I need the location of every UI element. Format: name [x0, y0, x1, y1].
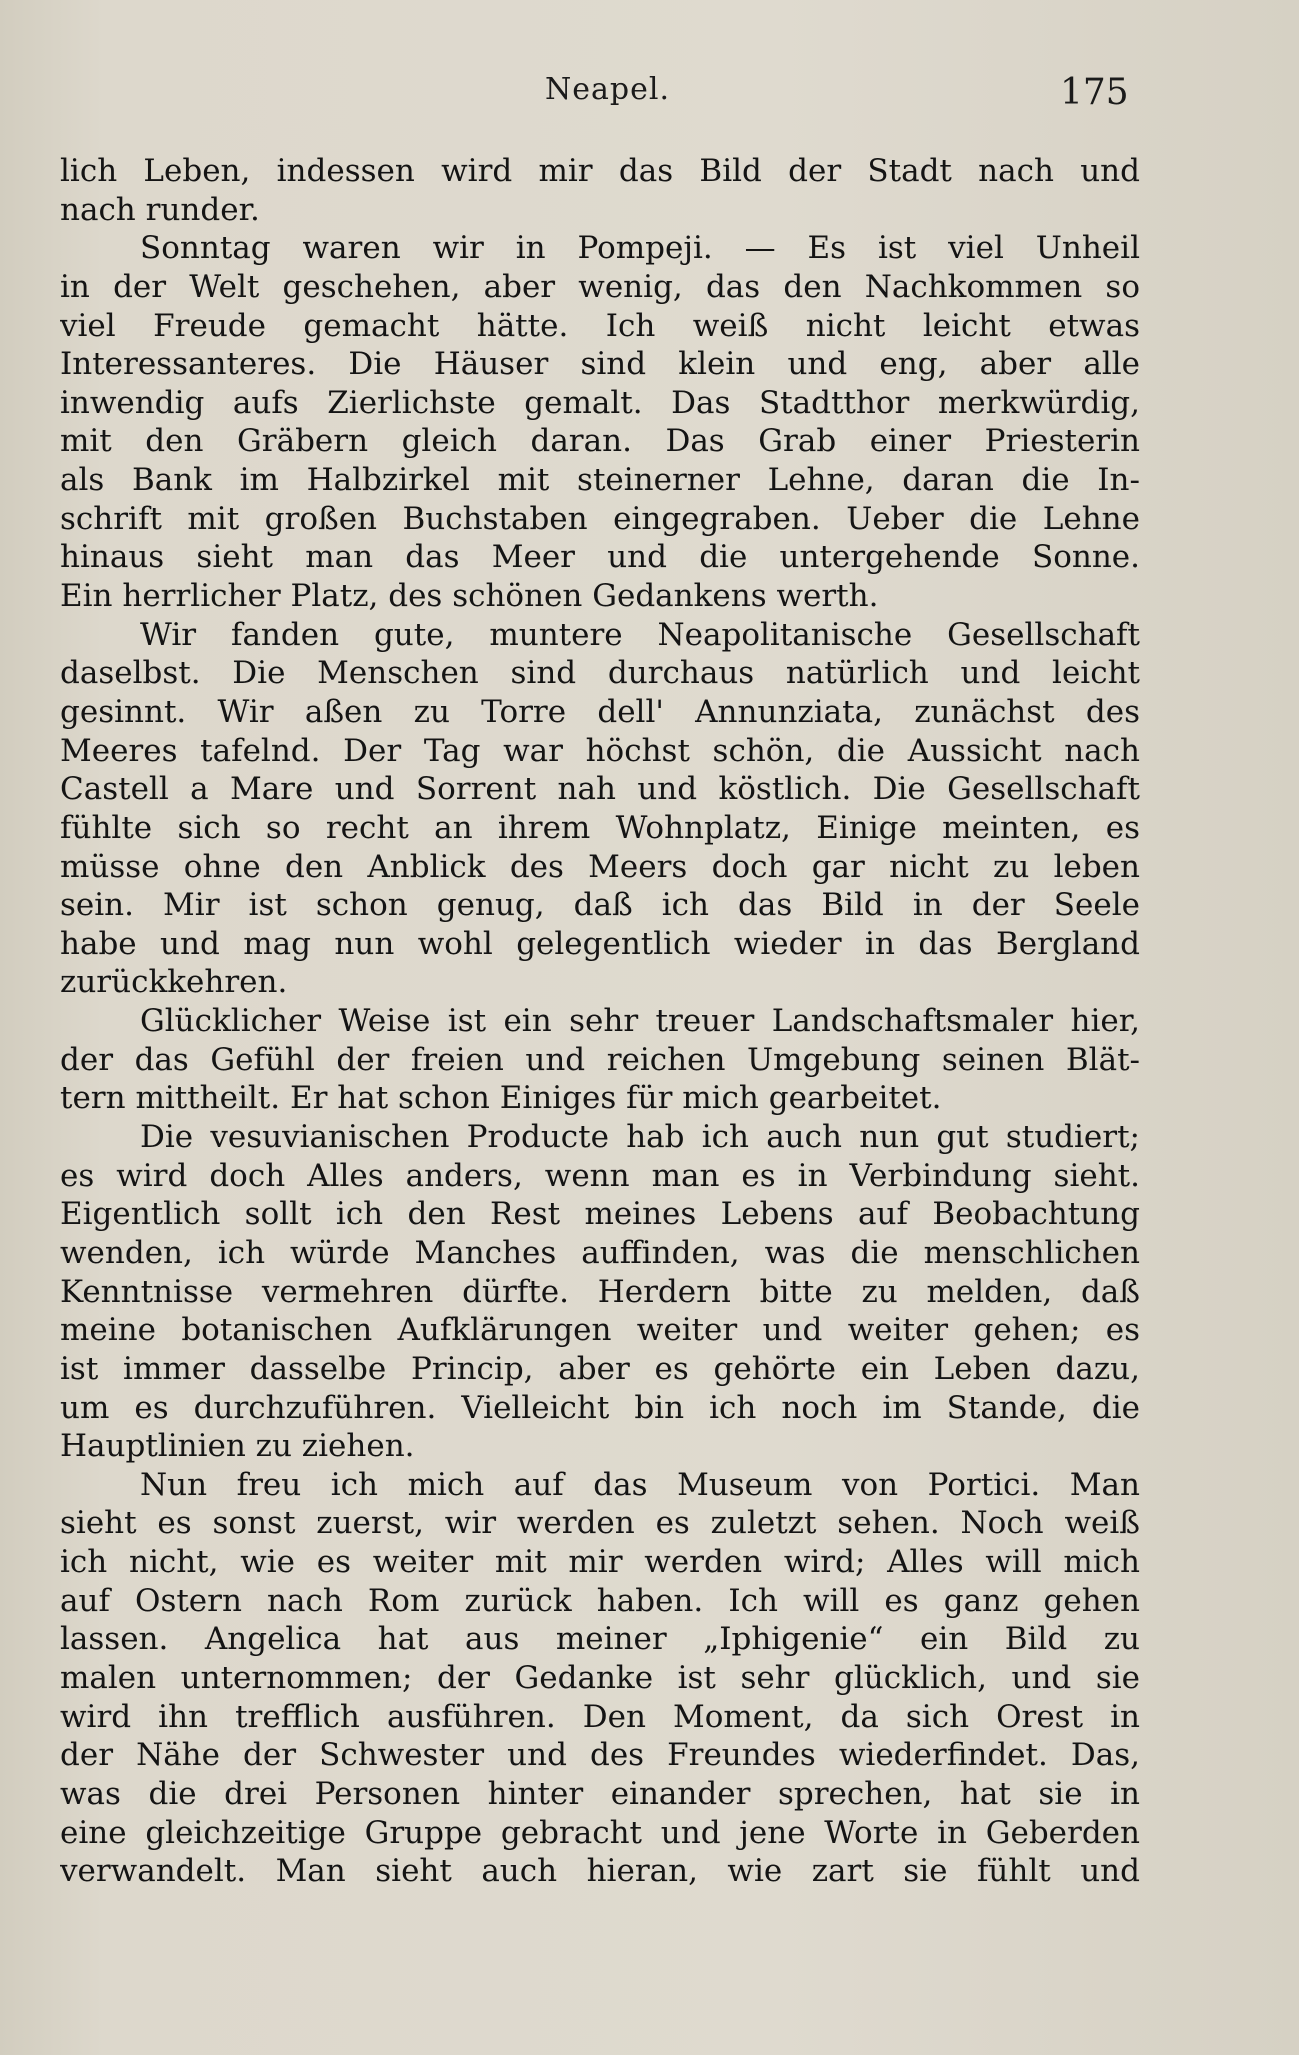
- text-line: Meeres tafelnd. Der Tag war höchst schön, die Aussicht nach: [60, 732, 1140, 769]
- text-line: Eigentlich sollt ich den Rest meines Lebens auf Beobachtung: [60, 1196, 1140, 1233]
- text-line: Hauptlinien zu ziehen.: [60, 1428, 415, 1465]
- text-line: sieht es sonst zuerst, wir werden es zuletzt sehen. Noch weiß: [60, 1505, 1140, 1542]
- text-line: Ein herrlicher Platz, des schönen Gedankens werth.: [60, 578, 879, 615]
- text-line: Die vesuvianischen Producte hab ich auch nun gut studiert;: [140, 1119, 1140, 1156]
- text-line: auf Ostern nach Rom zurück haben. Ich will es ganz gehen: [60, 1582, 1140, 1619]
- text-line: hinaus sieht man das Meer und die untergehende Sonne.: [60, 539, 1140, 576]
- text-line: lassen. Angelica hat aus meiner „Iphigenie“ ein Bild zu: [60, 1621, 1140, 1658]
- text-line: es wird doch Alles anders, wenn man es in Verbindung sieht.: [60, 1157, 1140, 1194]
- text-line: tern mittheilt. Er hat schon Einiges für mich gearbeitet.: [60, 1080, 942, 1117]
- text-line: sein. Mir ist schon genug, daß ich das Bild in der Seele: [60, 887, 1140, 924]
- text-line: um es durchzuführen. Vielleicht bin ich noch im Stande, die: [60, 1389, 1140, 1426]
- text-line: Sonntag waren wir in Pompeji. — Es ist viel Unheil: [140, 230, 1140, 267]
- page-number: 175: [1060, 72, 1129, 113]
- text-line: in der Welt geschehen, aber wenig, das den Nachkommen so: [60, 268, 1140, 305]
- text-line: meine botanischen Aufklärungen weiter und weiter gehen; es: [60, 1312, 1140, 1349]
- text-line: viel Freude gemacht hätte. Ich weiß nicht leicht etwas: [60, 307, 1140, 344]
- text-line: daselbst. Die Menschen sind durchaus natürlich und leicht: [60, 655, 1140, 692]
- text-line: Nun freu ich mich auf das Museum von Portici. Man: [140, 1466, 1140, 1503]
- text-line: lich Leben, indessen wird mir das Bild der Stadt nach und: [60, 153, 1140, 189]
- text-line: malen unternommen; der Gedanke ist sehr glücklich, und sie: [60, 1659, 1140, 1696]
- text-line: der das Gefühl der freien und reichen Umgebung seinen Blät-: [60, 1041, 1140, 1078]
- text-line: gesinnt. Wir aßen zu Torre dell' Annunziata, zunächst des: [60, 693, 1140, 730]
- running-head: Neapel.: [545, 72, 670, 107]
- text-line: habe und mag nun wohl gelegentlich wieder in das Bergland: [60, 925, 1140, 962]
- text-line: müsse ohne den Anblick des Meers doch gar nicht zu leben: [60, 848, 1140, 885]
- text-line: Castell a Mare und Sorrent nah und köstlich. Die Gesellschaft: [60, 771, 1140, 808]
- text-line: als Bank im Halbzirkel mit steinerner Lehne, daran die In-: [60, 462, 1140, 499]
- text-line: Wir fanden gute, muntere Neapolitanische Gesellschaft: [140, 616, 1140, 653]
- text-line: ich nicht, wie es weiter mit mir werden wird; Alles will mich: [60, 1544, 1140, 1581]
- text-line: zurückkehren.: [60, 964, 288, 1001]
- text-line: eine gleichzeitige Gruppe gebracht und jene Worte in Geberden: [60, 1814, 1140, 1851]
- text-line: was die drei Personen hinter einander sprechen, hat sie in: [60, 1775, 1140, 1812]
- text-line: mit den Gräbern gleich daran. Das Grab einer Priesterin: [60, 423, 1140, 460]
- text-line: Interessanteres. Die Häuser sind klein und eng, aber alle: [60, 346, 1140, 383]
- body-text: [60, 152, 1140, 1891]
- text-line: fühlte sich so recht an ihrem Wohnplatz, Einige meinten, es: [60, 809, 1140, 846]
- text-line: wird ihn trefflich ausführen. Den Moment, da sich Orest in: [60, 1698, 1140, 1735]
- text-line: inwendig aufs Zierlichste gemalt. Das Stadtthor merkwürdig,: [60, 384, 1140, 421]
- text-line: verwandelt. Man sieht auch hieran, wie zart sie fühlt und: [60, 1853, 1140, 1890]
- text-line: der Nähe der Schwester und des Freundes wiederfindet. Das,: [60, 1737, 1140, 1774]
- text-line: nach runder.: [60, 191, 260, 228]
- text-line: Kenntnisse vermehren dürfte. Herdern bitte zu melden, daß: [60, 1273, 1140, 1310]
- text-line: Glücklicher Weise ist ein sehr treuer Landschaftsmaler hier,: [140, 1003, 1140, 1040]
- text-line: wenden, ich würde Manches auffinden, was die menschlichen: [60, 1234, 1140, 1271]
- text-line: schrift mit großen Buchstaben eingegraben. Ueber die Lehne: [60, 500, 1140, 537]
- text-line: ist immer dasselbe Princip, aber es gehörte ein Leben dazu,: [60, 1350, 1140, 1387]
